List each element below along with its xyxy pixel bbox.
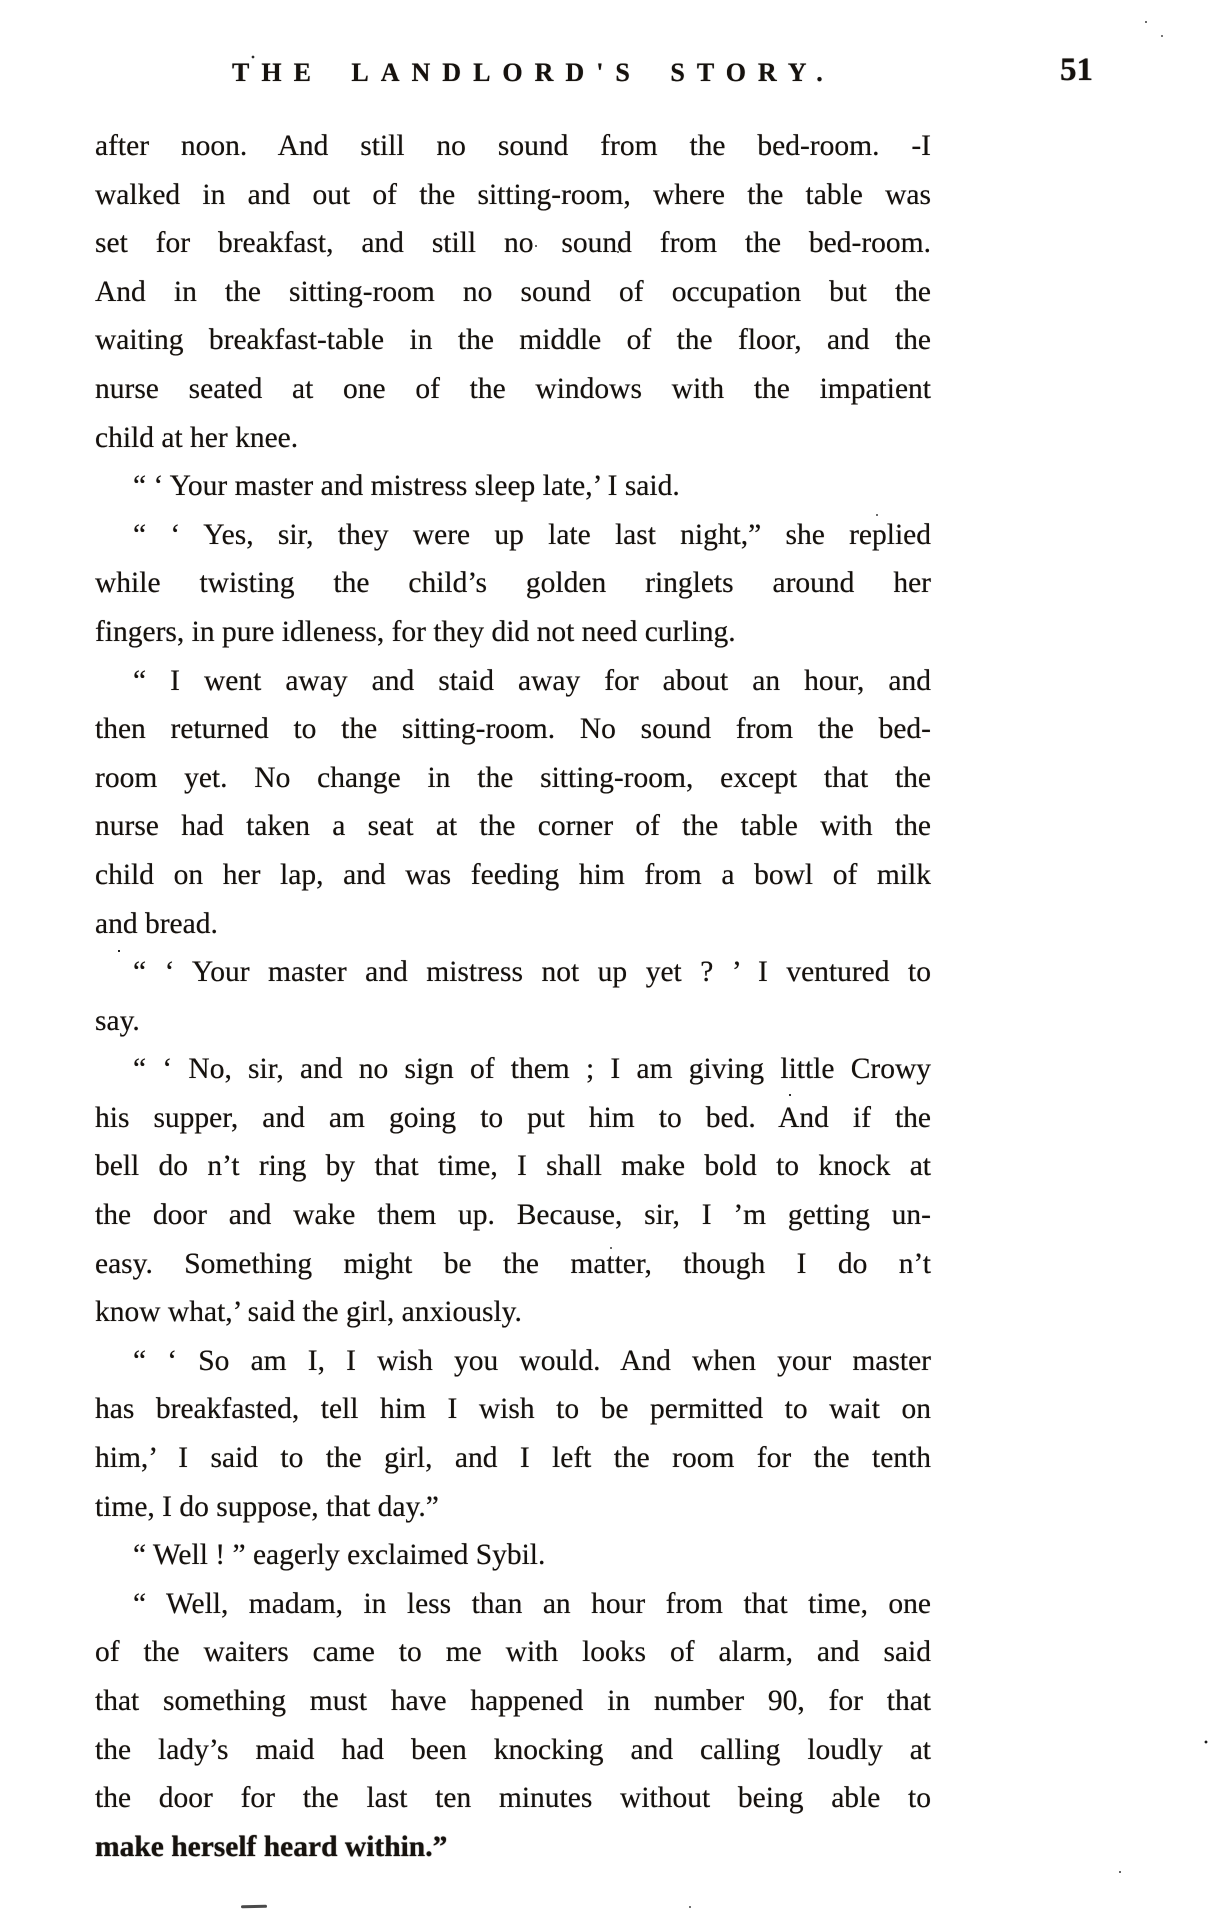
- text-line: the door and wake them up. Because, sir, I ’m getting un-: [95, 1199, 931, 1232]
- text-line: say.: [95, 1004, 140, 1037]
- text-line: child on her lap, and was feeding him from a bowl of milk: [95, 858, 931, 891]
- text-line: then returned to the sitting-room. No sound from the bed-: [95, 713, 931, 746]
- text-line: walked in and out of the sitting-room, where the table was: [95, 178, 931, 211]
- running-title: THE LANDLORD'S STORY.: [232, 58, 835, 87]
- text-line: know what,’ said the girl, anxiously.: [95, 1296, 522, 1329]
- text-line: easy. Something might be the matter, though I do n’t: [95, 1247, 931, 1280]
- running-header: [0, 52, 1220, 102]
- text-line: child at her knee.: [95, 421, 299, 454]
- text-line: “ I went away and staid away for about an hour, and: [133, 664, 931, 697]
- text-line: him,’ I said to the girl, and I left the room for the tenth: [95, 1442, 931, 1475]
- text-line: And in the sitting-room no sound of occupation but the: [95, 275, 931, 308]
- text-line: has breakfasted, tell him I wish to be permitted to wait on: [95, 1393, 931, 1426]
- text-line: “ Well ! ” eagerly exclaimed Sybil.: [133, 1539, 546, 1572]
- text-line: make herself heard within.”: [95, 1830, 448, 1863]
- text-line: nurse seated at one of the windows with the impatient: [95, 372, 931, 405]
- text-line: “ ‘ Your master and mistress sleep late,’ I said.: [133, 470, 680, 503]
- text-line: bell do n’t ring by that time, I shall make bold to knock at: [95, 1150, 931, 1183]
- text-line: waiting breakfast-table in the middle of the floor, and the: [95, 324, 931, 357]
- text-line: fingers, in pure idleness, for they did not need curling.: [95, 615, 736, 648]
- text-line: that something must have happened in number 90, for that: [95, 1685, 931, 1717]
- text-line: set for breakfast, and still no sound from the bed-room.: [95, 227, 931, 260]
- text-line: of the waiters came to me with looks of alarm, and said: [95, 1636, 931, 1669]
- text-line: room yet. No change in the sitting-room, except that the: [95, 761, 931, 794]
- text-line: after noon. And still no sound from the bed-room. -I: [95, 130, 931, 162]
- text-line: time, I do suppose, that day.”: [95, 1490, 439, 1523]
- text-line: “ ‘ So am I, I wish you would. And when your master: [133, 1344, 931, 1377]
- text-line: and bread.: [95, 907, 218, 940]
- scan-artifact: [241, 1905, 267, 1908]
- text-line: “ ‘ No, sir, and no sign of them ; I am giving little Crowy: [133, 1053, 931, 1086]
- text-line: the lady’s maid had been knocking and calling loudly at: [95, 1733, 931, 1766]
- text-line: “ ‘ Yes, sir, they were up late last night,” she replied: [133, 518, 931, 551]
- text-line: “ ‘ Your master and mistress not up yet ? ’ I ventured to: [133, 956, 931, 989]
- text-line: while twisting the child’s golden ringlets around her: [95, 567, 931, 600]
- page-number: 51: [1060, 52, 1093, 88]
- text-line: “ Well, madam, in less than an hour from that time, one: [133, 1587, 931, 1620]
- text-line: nurse had taken a seat at the corner of the table with the: [95, 810, 931, 843]
- body-text: [95, 122, 931, 1871]
- text-line: his supper, and am going to put him to bed. And if the: [95, 1101, 931, 1134]
- text-line: the door for the last ten minutes without being able to: [95, 1782, 931, 1815]
